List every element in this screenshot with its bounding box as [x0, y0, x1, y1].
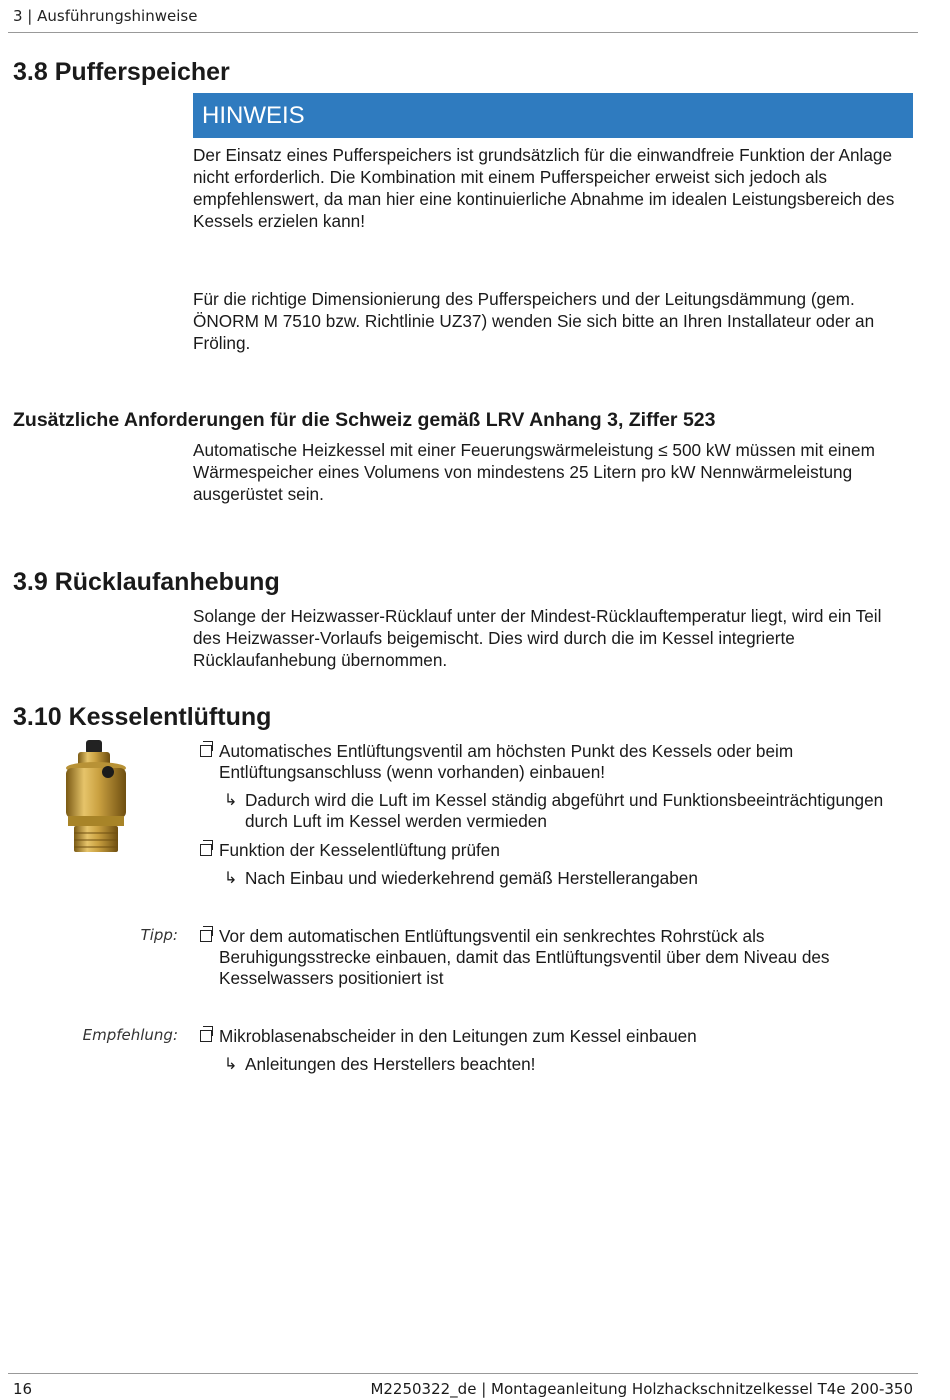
section-3-9-title: 3.9 Rücklaufanhebung	[13, 568, 280, 596]
section-3-8-title: 3.8 Pufferspeicher	[13, 58, 230, 86]
step-check-function: Funktion der Kesselentlüftung prüfen	[198, 840, 898, 861]
checkbox-icon	[198, 926, 220, 947]
recommendation-result: ↳ Anleitungen des Herstellers beachten!	[224, 1054, 536, 1074]
notice-banner: HINWEIS	[193, 93, 913, 138]
footer-rule	[8, 1373, 918, 1374]
section-3-10-title: 3.10 Kesselentlüftung	[13, 703, 272, 731]
result-arrow-icon: ↳	[224, 870, 238, 887]
section-3-8-paragraph: Für die richtige Dimensionierung des Pufferspeichers und der Leitungsdämmung (gem. ÖNORM M 7510 bzw. Richtlinie UZ37) wenden Sie sich bitte an Ihren Installateur oder an Fröling.	[193, 289, 875, 353]
running-header: 3 | Ausführungshinweise	[13, 7, 198, 25]
recommendation-label: Empfehlung:	[82, 1026, 178, 1044]
air-vent-valve-image	[56, 738, 132, 856]
result-air-removal: ↳ Dadurch wird die Luft im Kessel ständig abgeführt und Funktionsbeeinträchtigungen durch Luft im Kessel werden vermieden	[224, 790, 884, 831]
header-rule	[8, 32, 918, 33]
section-3-9-paragraph: Solange der Heizwasser-Rücklauf unter der Mindest-Rücklauftemperatur liegt, wird ein Teil des Heizwasser-Vorlaufs beigemischt. Dies wird durch die im Kessel integrierte Rücklaufanhebung übernommen.	[193, 606, 882, 670]
swiss-requirements-paragraph: Automatische Heizkessel mit einer Feuerungswärmeleistung ≤ 500 kW müssen mit einem Wärmespeicher eines Volumens von mindestens 25 Litern pro kW Nennwärmeleistung ausgerüstet sein.	[193, 440, 875, 504]
swiss-requirements-title: Zusätzliche Anforderungen für die Schweiz gemäß LRV Anhang 3, Ziffer 523	[13, 409, 716, 431]
step-install-vent: Automatisches Entlüftungsventil am höchsten Punkt des Kessels oder beim Entlüftungsanschluss (wenn vorhanden) einbauen!	[198, 741, 898, 783]
document-reference: M2250322_de | Montageanleitung Holzhackschnitzelkessel T4e 200-350	[370, 1380, 913, 1398]
checkbox-icon	[198, 840, 220, 861]
result-arrow-icon: ↳	[224, 1056, 238, 1073]
result-check-schedule: ↳ Nach Einbau und wiederkehrend gemäß Herstellerangaben	[224, 868, 698, 888]
tip-step: Vor dem automatischen Entlüftungsventil ein senkrechtes Rohrstück als Beruhigungsstrecke einbauen, damit das Entlüftungsventil über dem Niveau des Kesselwassers positioniert ist	[198, 926, 898, 989]
page-number: 16	[13, 1380, 33, 1398]
checkbox-icon	[198, 741, 220, 762]
checkbox-icon	[198, 1026, 220, 1047]
tip-label: Tipp:	[140, 926, 178, 944]
result-arrow-icon: ↳	[224, 792, 238, 809]
notice-text: Der Einsatz eines Pufferspeichers ist grundsätzlich für die einwandfreie Funktion der Anlage nicht erforderlich. Die Kombination mit einem Pufferspeicher erweist sich jedoch als empfehlenswert, da man hier eine kontinuierliche Abnahme im idealen Leistungsbereich des Kessels erzielen kann!	[193, 145, 895, 231]
recommendation-step: Mikroblasenabscheider in den Leitungen zum Kessel einbauen	[198, 1026, 898, 1047]
